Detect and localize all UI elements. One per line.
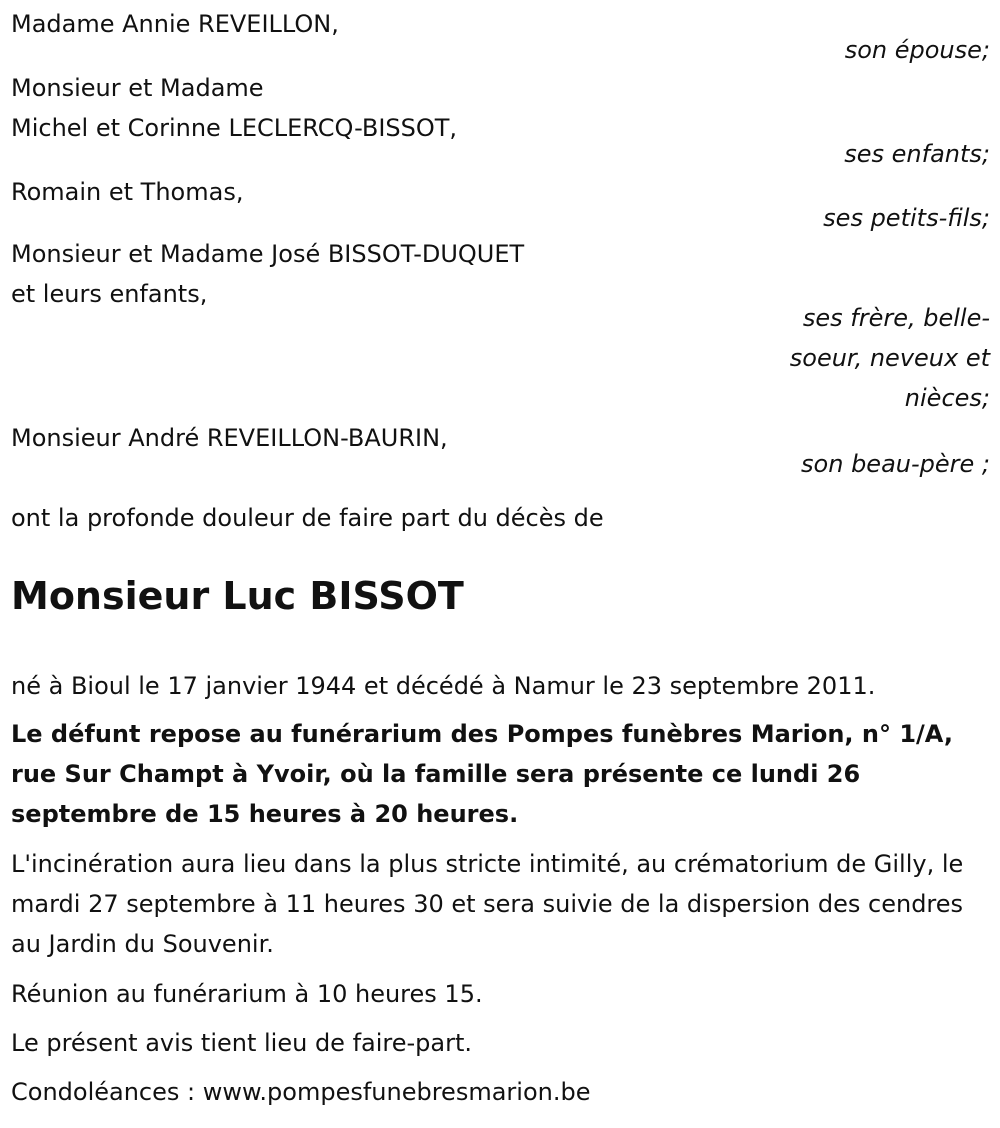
birth-death-text: né à Bioul le 17 janvier 1944 et décédé à Namur le 23 septembre 2011. (11, 672, 876, 700)
siblings-relation (770, 298, 990, 418)
meeting-text: Réunion au funérarium à 10 heures 15. (11, 980, 483, 1008)
notice-text: Le présent avis tient lieu de faire-part. (11, 1029, 473, 1057)
children-line-2: Michel et Corinne LECLERCQ-BISSOT, (11, 114, 458, 142)
grandchildren-name: Romain et Thomas, (11, 178, 244, 206)
father-in-law-name: Monsieur André REVEILLON-BAURIN, (11, 424, 448, 452)
siblings-line-2: et leurs enfants, (11, 280, 208, 308)
cremation-text: L'incinération aura lieu dans la plus stricte intimité, au crématorium de Gilly, le mardi 27 septembre à 11 heures 30 et sera suivie de la dispersion des cendres au Jardin du Souvenir. (11, 850, 964, 958)
siblings-relation-line-3: nièces; (904, 384, 990, 412)
spouse-name: Madame Annie REVEILLON, (11, 10, 339, 38)
father-in-law-relation: son beau-père ; (801, 450, 990, 478)
siblings-relation-line-2: soeur, neveux et (789, 344, 990, 372)
viewing-text: Le défunt repose au funérarium des Pompes funèbres Marion, n° 1/A, rue Sur Champt à Yvoir, où la famille sera présente ce lundi 26 septembre de 15 heures à 20 heures. (11, 720, 953, 828)
siblings-line-1: Monsieur et Madame José BISSOT-DUQUET (11, 240, 525, 268)
deceased-name: Monsieur Luc BISSOT (11, 574, 464, 618)
children-relation: ses enfants; (844, 140, 990, 168)
children-line-1: Monsieur et Madame (11, 74, 264, 102)
condolences-link[interactable]: Condoléances : www.pompesfunebresmarion.be (11, 1078, 591, 1106)
spouse-relation: son épouse; (844, 36, 990, 64)
grandchildren-relation: ses petits-fils; (823, 204, 990, 232)
siblings-relation-line-1: ses frère, belle- (802, 304, 990, 332)
announcement-text: ont la profonde douleur de faire part du décès de (11, 504, 604, 532)
